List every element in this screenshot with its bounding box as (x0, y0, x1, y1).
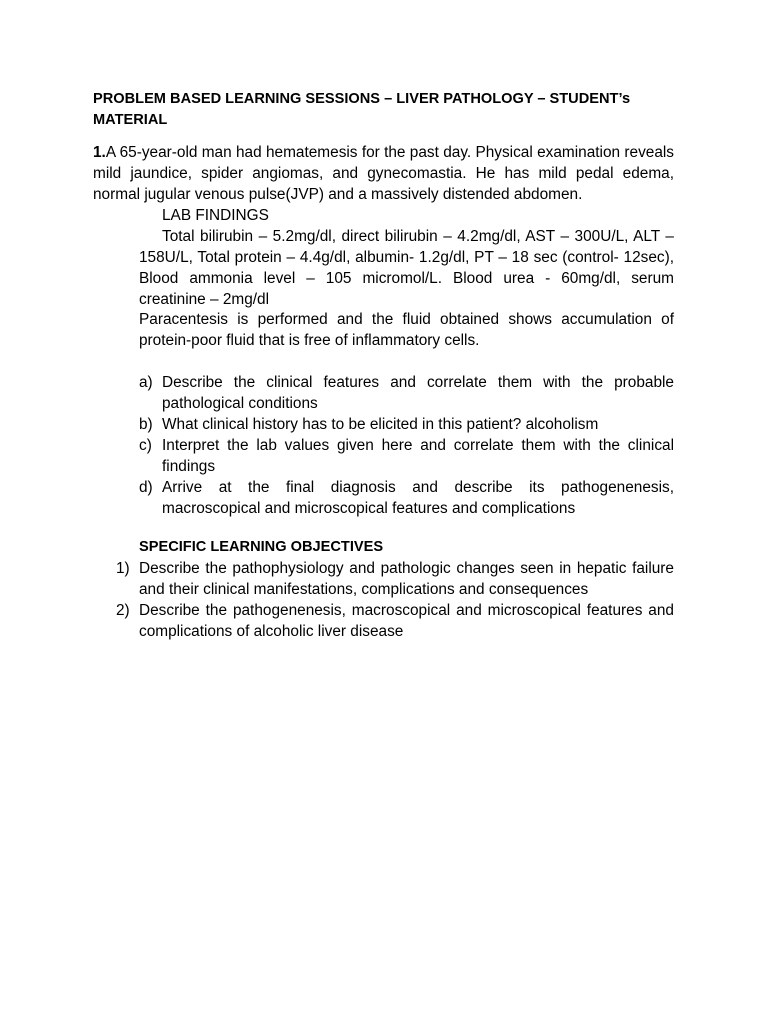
question-marker: a) (139, 374, 153, 391)
objectives-list (116, 558, 674, 642)
question-text: Interpret the lab values given here and correlate them with the clinical findings (162, 437, 674, 475)
question-list (139, 372, 674, 519)
objective-text: Describe the pathophysiology and pathologic changes seen in hepatic failure and their clinical manifestations, complications and consequences (139, 560, 674, 598)
document-title: PROBLEM BASED LEARNING SESSIONS – LIVER PATHOLOGY – STUDENT’s MATERIAL (93, 91, 631, 128)
objective-marker: 1) (116, 560, 130, 577)
question-marker: c) (139, 437, 152, 454)
question-marker: b) (139, 416, 153, 433)
question-item (139, 477, 674, 519)
question-item (139, 414, 674, 435)
objective-item (116, 600, 674, 642)
case-number: 1. (93, 144, 106, 161)
question-item (139, 372, 674, 414)
objectives-heading: SPECIFIC LEARNING OBJECTIVES (139, 539, 384, 555)
paracentesis-text: Paracentesis is performed and the fluid obtained shows accumulation of protein-poor fluid that is free of inflammatory cells. (139, 311, 674, 349)
lab-findings-values: Total bilirubin – 5.2mg/dl, direct bilirubin – 4.2mg/dl, AST – 300U/L, ALT – 158U/L, Total protein – 4.4g/dl, albumin- 1.2g/dl, PT – 18 sec (control- 12sec), Blood ammonia level – 105 micromol/L. Blood urea - 60mg/dl, serum creatinine – 2mg/dl (139, 228, 674, 308)
case-description (93, 142, 674, 205)
question-text: Describe the clinical features and correlate them with the probable pathological conditions (162, 374, 674, 412)
question-marker: d) (139, 479, 153, 496)
objective-text: Describe the pathogenenesis, macroscopical and microscopical features and complications of alcoholic liver disease (139, 602, 674, 640)
objective-marker: 2) (116, 602, 130, 619)
lab-findings-heading: LAB FINDINGS (162, 207, 269, 224)
case-text: A 65-year-old man had hematemesis for the past day. Physical examination reveals mild jaundice, spider angiomas, and gynecomastia. He has mild pedal edema, normal jugular venous pulse(JVP) and a massively distended abdomen. (93, 144, 674, 203)
objective-item (116, 558, 674, 600)
question-text: Arrive at the final diagnosis and describe its pathogenenesis, macroscopical and microscopical features and complications (162, 479, 674, 517)
question-item (139, 435, 674, 477)
question-text: What clinical history has to be elicited in this patient? alcoholism (162, 416, 599, 433)
